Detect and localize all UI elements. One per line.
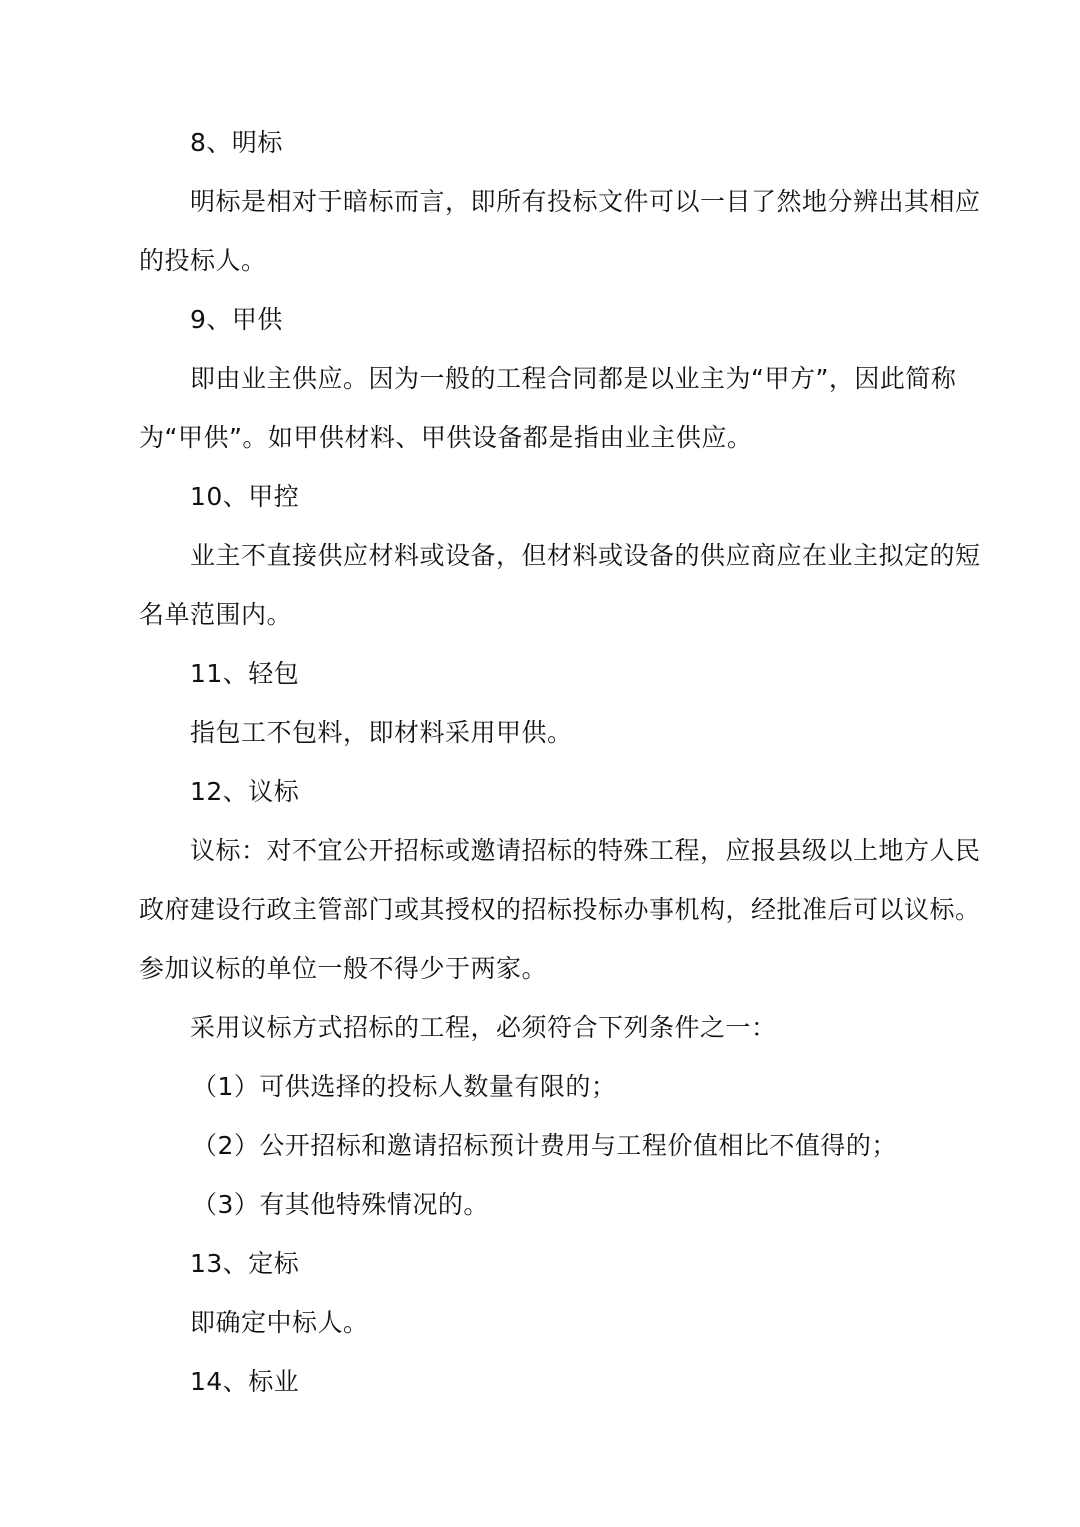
heading-8-mingbiao: 8、明标 [190,128,283,157]
paragraph-line: 政府建设行政主管部门或其授权的招标投标办事机构，经批准后可以议标。 [139,895,981,924]
paragraph-line: 明标是相对于暗标而言，即所有投标文件可以一目了然地分辨出其相应 [190,187,981,216]
paragraph-line: 即由业主供应。因为一般的工程合同都是以业主为“甲方”，因此简称 [190,364,957,393]
paragraph-line: 采用议标方式招标的工程，必须符合下列条件之一： [190,1013,777,1042]
heading-13-dingbiao: 13、定标 [190,1249,300,1278]
paragraph-line: 即确定中标人。 [190,1308,369,1337]
heading-12-yibiao: 12、议标 [190,777,300,806]
paragraph-line: 业主不直接供应材料或设备，但材料或设备的供应商应在业主拟定的短 [190,541,981,570]
list-item: （1）可供选择的投标人数量有限的； [192,1072,617,1101]
heading-14-biaoye: 14、标业 [190,1367,300,1396]
paragraph-line: 名单范围内。 [139,600,293,629]
paragraph-line: 指包工不包料，即材料采用甲供。 [190,718,573,747]
heading-9-jiagong: 9、甲供 [190,305,283,334]
paragraph-line: 参加议标的单位一般不得少于两家。 [139,954,548,983]
heading-10-jiakong: 10、甲控 [190,482,300,511]
paragraph-line: 为“甲供”。如甲供材料、甲供设备都是指由业主供应。 [139,423,753,452]
paragraph-line: 的投标人。 [139,246,267,275]
list-item: （3）有其他特殊情况的。 [192,1190,489,1219]
paragraph-line: 议标：对不宜公开招标或邀请招标的特殊工程，应报县级以上地方人民 [190,836,981,865]
list-item: （2）公开招标和邀请招标预计费用与工程价值相比不值得的； [192,1131,897,1160]
heading-11-qingbao: 11、轻包 [190,659,300,688]
